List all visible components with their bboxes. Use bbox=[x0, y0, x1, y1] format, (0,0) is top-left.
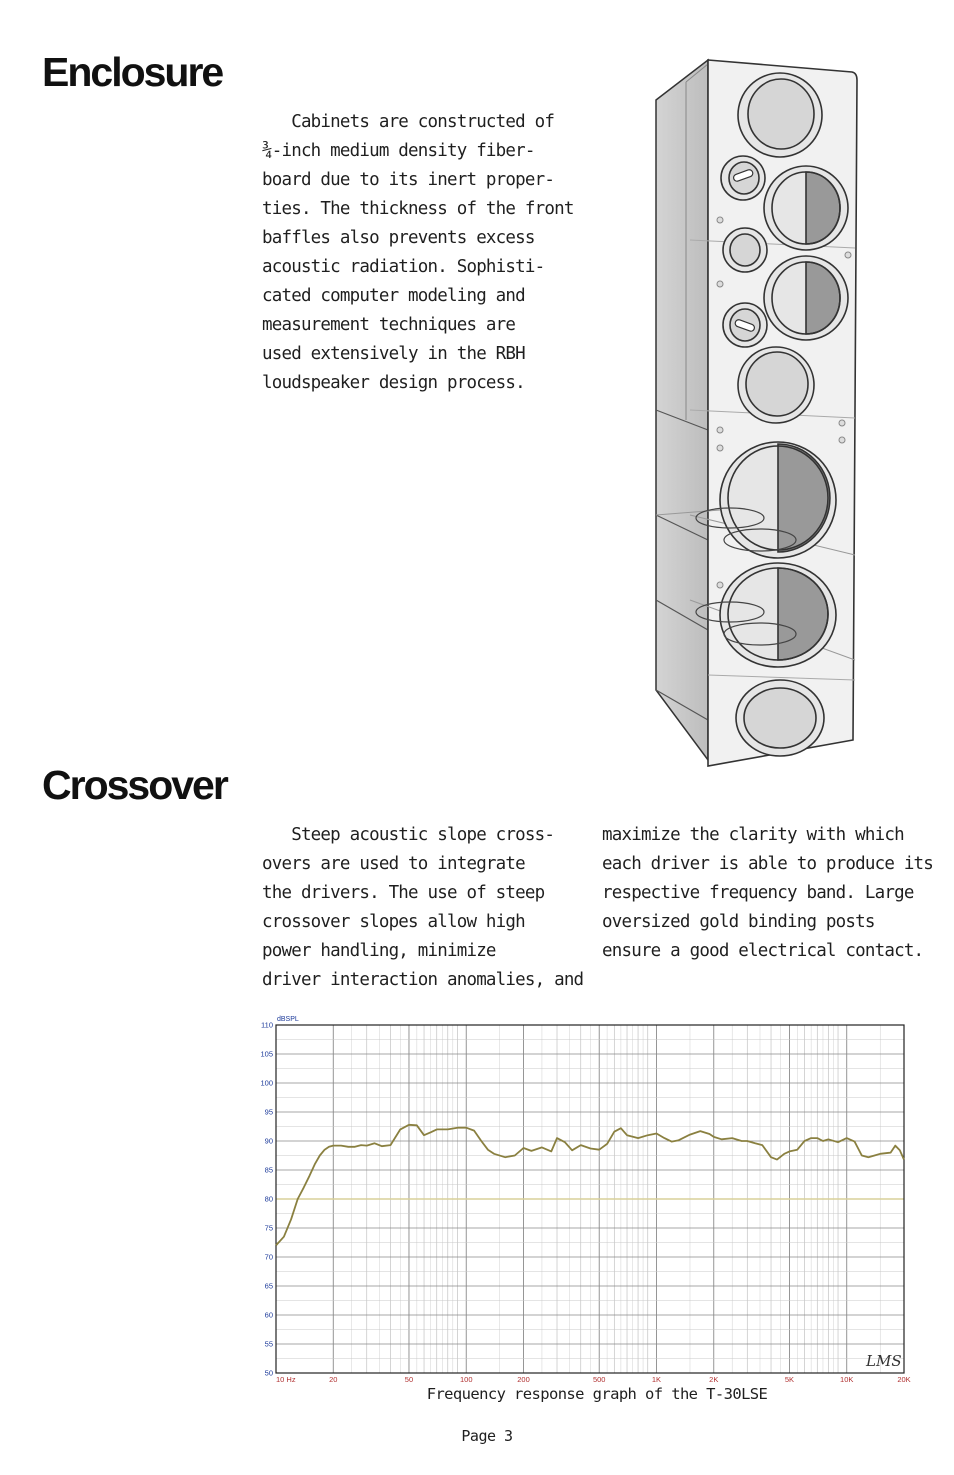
text-line: respective frequency band. Large bbox=[602, 883, 914, 903]
text-line: Steep acoustic slope cross- bbox=[262, 825, 555, 845]
text-line: the drivers. The use of steep bbox=[262, 883, 545, 903]
crossover-paragraph-col1 bbox=[262, 821, 583, 995]
y-tick-label: 55 bbox=[264, 1339, 273, 1349]
text-line: each driver is able to produce its bbox=[602, 854, 934, 874]
x-tick-label: 5K bbox=[784, 1375, 795, 1384]
speaker-cabinet-illustration bbox=[645, 55, 865, 775]
crossover-paragraph-col2 bbox=[602, 821, 933, 966]
lms-watermark: LMS bbox=[866, 1352, 902, 1370]
text-line: power handling, minimize bbox=[262, 941, 496, 961]
y-tick-label: 85 bbox=[264, 1165, 273, 1175]
y-axis-label: dBSPL bbox=[277, 1016, 299, 1023]
frequency-response-chart bbox=[0, 1005, 954, 1390]
y-tick-label: 60 bbox=[264, 1310, 273, 1320]
x-tick-label: 2K bbox=[709, 1375, 719, 1384]
text-line: ¾-inch medium density fiber- bbox=[262, 141, 535, 161]
enclosure-paragraph bbox=[262, 108, 574, 398]
x-tick-label: 500 bbox=[592, 1375, 606, 1384]
text-line: ensure a good electrical contact. bbox=[602, 941, 924, 961]
y-tick-label: 95 bbox=[264, 1107, 273, 1117]
text-line: maximize the clarity with which bbox=[602, 825, 904, 845]
text-line: used extensively in the RBH bbox=[262, 344, 525, 364]
text-line: overs are used to integrate bbox=[262, 854, 525, 874]
y-tick-label: 75 bbox=[264, 1223, 273, 1233]
text-line: ties. The thickness of the front bbox=[262, 199, 574, 219]
text-line: driver interaction anomalies, and bbox=[262, 970, 584, 990]
y-tick-label: 50 bbox=[264, 1368, 273, 1378]
enclosure-heading: Enclosure bbox=[42, 49, 223, 95]
y-tick-label: 80 bbox=[264, 1194, 273, 1204]
x-tick-label: 10 Hz bbox=[276, 1375, 296, 1384]
y-tick-label: 105 bbox=[260, 1049, 273, 1059]
x-tick-label: 20K bbox=[897, 1375, 911, 1384]
text-line: loudspeaker design process. bbox=[262, 373, 525, 393]
y-tick-label: 100 bbox=[260, 1078, 273, 1088]
text-line: Cabinets are constructed of bbox=[262, 112, 555, 132]
text-line: oversized gold binding posts bbox=[602, 912, 875, 932]
y-tick-label: 70 bbox=[264, 1252, 273, 1262]
y-tick-label: 110 bbox=[261, 1020, 273, 1030]
series-line bbox=[276, 1125, 904, 1246]
x-tick-label: 50 bbox=[404, 1375, 414, 1384]
y-tick-labels bbox=[260, 1021, 273, 1378]
text-line: acoustic radiation. Sophisti- bbox=[262, 257, 545, 277]
text-line: board due to its inert proper- bbox=[262, 170, 555, 190]
text-line: crossover slopes allow high bbox=[262, 912, 525, 932]
text-line: cated computer modeling and bbox=[262, 286, 525, 306]
page-number: Page 3 bbox=[461, 1427, 513, 1445]
chart-series-layer bbox=[276, 1125, 904, 1246]
x-tick-label: 10K bbox=[840, 1375, 854, 1384]
x-tick-label: 200 bbox=[517, 1375, 530, 1384]
text-line: baffles also prevents excess bbox=[262, 228, 535, 248]
y-tick-label: 90 bbox=[264, 1136, 273, 1146]
x-tick-label: 1K bbox=[651, 1375, 662, 1384]
x-tick-labels bbox=[276, 1375, 911, 1384]
text-line: measurement techniques are bbox=[262, 315, 516, 335]
y-tick-label: 65 bbox=[264, 1281, 273, 1291]
x-tick-label: 20 bbox=[329, 1375, 338, 1384]
crossover-heading: Crossover bbox=[42, 762, 227, 808]
chart-caption: Frequency response graph of the T-30LSE bbox=[426, 1385, 768, 1403]
x-tick-label: 100 bbox=[459, 1375, 473, 1384]
